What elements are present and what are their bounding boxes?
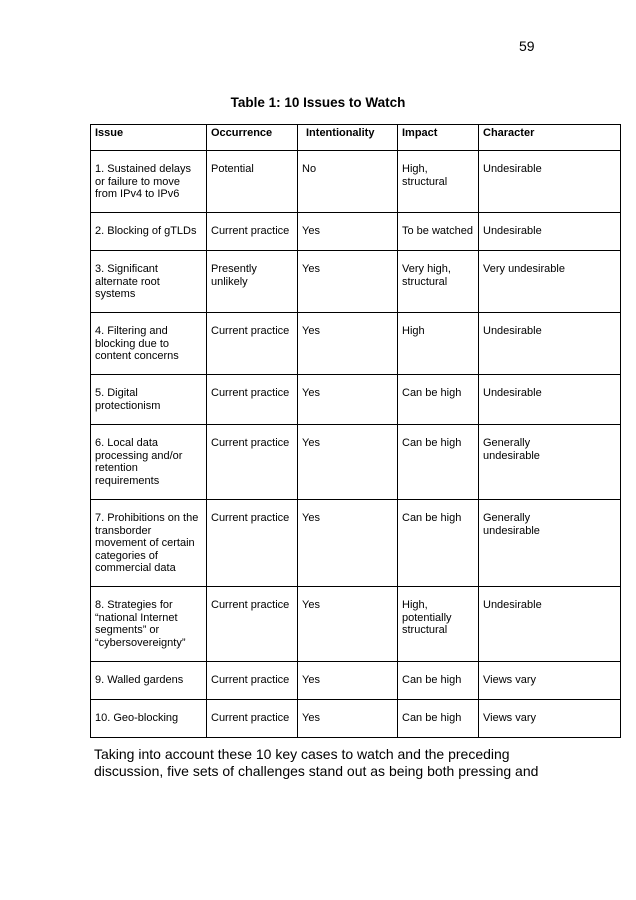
cell-impact bbox=[398, 151, 479, 213]
cell-line: Current practice bbox=[211, 387, 290, 399]
cell-line: High, bbox=[402, 163, 428, 175]
cell-line: potentially bbox=[402, 611, 452, 624]
cell-character bbox=[479, 213, 621, 251]
cell-line: “cybersovereignty” bbox=[95, 636, 186, 649]
cell-line: Very high, bbox=[402, 263, 451, 275]
cell-issue bbox=[91, 213, 207, 251]
cell-intentionality bbox=[298, 425, 398, 500]
cell-line: Views vary bbox=[483, 712, 536, 724]
cell-impact bbox=[398, 662, 479, 700]
cell-line: Presently bbox=[211, 263, 257, 275]
cell-issue bbox=[91, 375, 207, 425]
table-row bbox=[91, 151, 621, 213]
cell-line: 9. Walled gardens bbox=[95, 674, 184, 686]
cell-intentionality bbox=[298, 151, 398, 213]
cell-impact bbox=[398, 375, 479, 425]
cell-impact bbox=[398, 251, 479, 313]
cell-line: Undesirable bbox=[483, 163, 542, 175]
cell-line: categories of bbox=[95, 549, 158, 562]
cell-line: Can be high bbox=[402, 712, 462, 724]
cell-occurrence bbox=[207, 251, 298, 313]
table-header-row bbox=[91, 125, 621, 151]
cell-line: Very undesirable bbox=[483, 263, 565, 275]
table-title: Table 1: 10 Issues to Watch bbox=[230, 95, 406, 110]
table-row bbox=[91, 587, 621, 662]
cell-line: 10. Geo-blocking bbox=[95, 712, 179, 724]
cell-character bbox=[479, 500, 621, 587]
table-row bbox=[91, 213, 621, 251]
cell-intentionality bbox=[298, 500, 398, 587]
cell-line: from IPv4 to IPv6 bbox=[95, 188, 180, 200]
cell-line: content concerns bbox=[95, 350, 179, 362]
cell-character bbox=[479, 700, 621, 738]
header-issue: Issue bbox=[91, 125, 207, 151]
cell-line: protectionism bbox=[95, 399, 161, 412]
cell-occurrence bbox=[207, 375, 298, 425]
cell-character bbox=[479, 251, 621, 313]
cell-line: To be watched bbox=[402, 225, 473, 237]
cell-line: 4. Filtering and bbox=[95, 325, 168, 337]
cell-issue bbox=[91, 662, 207, 700]
cell-impact bbox=[398, 313, 479, 375]
cell-line: Undesirable bbox=[483, 599, 542, 611]
cell-line: Yes bbox=[302, 387, 320, 399]
cell-line: Current practice bbox=[211, 437, 290, 449]
table-row bbox=[91, 251, 621, 313]
cell-line: retention bbox=[95, 462, 138, 474]
cell-line: structural bbox=[402, 624, 448, 636]
cell-line: Current practice bbox=[211, 325, 290, 337]
cell-line: movement of certain bbox=[95, 537, 195, 549]
cell-issue bbox=[91, 251, 207, 313]
paragraph-line: Taking into account these 10 key cases to watch and the preceding bbox=[94, 746, 510, 762]
table-row bbox=[91, 375, 621, 425]
cell-line: unlikely bbox=[211, 275, 248, 288]
cell-line: requirements bbox=[95, 474, 160, 487]
cell-line: Can be high bbox=[402, 387, 462, 399]
cell-line: Yes bbox=[302, 437, 320, 449]
cell-line: structural bbox=[402, 275, 448, 288]
cell-intentionality bbox=[298, 700, 398, 738]
cell-line: 8. Strategies for bbox=[95, 599, 173, 611]
cell-line: Can be high bbox=[402, 674, 462, 686]
cell-occurrence bbox=[207, 500, 298, 587]
cell-line: 6. Local data bbox=[95, 437, 158, 449]
cell-character bbox=[479, 313, 621, 375]
cell-line: Can be high bbox=[402, 512, 462, 524]
cell-line: undesirable bbox=[483, 524, 540, 537]
cell-occurrence bbox=[207, 313, 298, 375]
cell-character bbox=[479, 587, 621, 662]
cell-line: Yes bbox=[302, 325, 320, 337]
cell-line: No bbox=[302, 163, 317, 175]
cell-impact bbox=[398, 500, 479, 587]
cell-line: Generally bbox=[483, 437, 531, 449]
cell-line: alternate root bbox=[95, 275, 160, 288]
cell-line: Can be high bbox=[402, 437, 462, 449]
cell-line: Undesirable bbox=[483, 225, 542, 237]
cell-intentionality bbox=[298, 251, 398, 313]
cell-impact bbox=[398, 213, 479, 251]
cell-occurrence bbox=[207, 425, 298, 500]
table-row bbox=[91, 313, 621, 375]
cell-line: 5. Digital bbox=[95, 387, 138, 399]
cell-line: or failure to move bbox=[95, 175, 180, 188]
cell-occurrence bbox=[207, 662, 298, 700]
paragraph-line: discussion, five sets of challenges stand out as being both pressing and bbox=[94, 763, 539, 779]
cell-line: systems bbox=[95, 288, 136, 300]
cell-intentionality bbox=[298, 662, 398, 700]
cell-line: 7. Prohibitions on the bbox=[95, 512, 199, 524]
cell-line: Current practice bbox=[211, 712, 290, 724]
cell-occurrence bbox=[207, 151, 298, 213]
cell-line: 1. Sustained delays bbox=[95, 163, 192, 175]
table-row bbox=[91, 500, 621, 587]
cell-line: segments” or bbox=[95, 624, 160, 636]
cell-impact bbox=[398, 700, 479, 738]
cell-line: Current practice bbox=[211, 599, 290, 611]
cell-line: structural bbox=[402, 175, 448, 188]
table-row bbox=[91, 662, 621, 700]
cell-line: Yes bbox=[302, 512, 320, 524]
cell-intentionality bbox=[298, 375, 398, 425]
table-body bbox=[91, 151, 621, 738]
cell-character bbox=[479, 662, 621, 700]
issues-table bbox=[90, 124, 621, 738]
cell-impact bbox=[398, 425, 479, 500]
cell-line: High bbox=[402, 325, 425, 337]
cell-line: Potential bbox=[211, 163, 254, 175]
header-character: Character bbox=[479, 125, 621, 151]
cell-character bbox=[479, 375, 621, 425]
cell-issue bbox=[91, 313, 207, 375]
table-row bbox=[91, 425, 621, 500]
cell-line: “national Internet bbox=[95, 611, 178, 624]
cell-line: Current practice bbox=[211, 225, 290, 237]
cell-issue bbox=[91, 151, 207, 213]
cell-line: 2. Blocking of gTLDs bbox=[95, 225, 197, 237]
cell-intentionality bbox=[298, 313, 398, 375]
cell-intentionality bbox=[298, 213, 398, 251]
cell-line: Yes bbox=[302, 674, 320, 686]
header-intentionality: Intentionality bbox=[298, 125, 398, 151]
cell-issue bbox=[91, 700, 207, 738]
cell-occurrence bbox=[207, 587, 298, 662]
cell-character bbox=[479, 151, 621, 213]
cell-line: Current practice bbox=[211, 512, 290, 524]
cell-line: transborder bbox=[95, 524, 152, 537]
cell-line: processing and/or bbox=[95, 449, 183, 462]
cell-line: undesirable bbox=[483, 449, 540, 462]
cell-character bbox=[479, 425, 621, 500]
page-number: 59 bbox=[519, 38, 535, 54]
header-impact: Impact bbox=[398, 125, 479, 151]
cell-line: Yes bbox=[302, 263, 320, 275]
cell-line: Undesirable bbox=[483, 387, 542, 399]
cell-line: Views vary bbox=[483, 674, 536, 686]
cell-issue bbox=[91, 500, 207, 587]
cell-line: 3. Significant bbox=[95, 263, 158, 275]
cell-issue bbox=[91, 587, 207, 662]
cell-line: Yes bbox=[302, 599, 320, 611]
body-paragraph bbox=[94, 746, 614, 780]
cell-occurrence bbox=[207, 700, 298, 738]
cell-line: Yes bbox=[302, 712, 320, 724]
cell-line: Yes bbox=[302, 225, 320, 237]
cell-impact bbox=[398, 587, 479, 662]
cell-line: blocking due to bbox=[95, 337, 169, 350]
cell-occurrence bbox=[207, 213, 298, 251]
cell-line: Current practice bbox=[211, 674, 290, 686]
header-occurrence: Occurrence bbox=[207, 125, 298, 151]
cell-line: commercial data bbox=[95, 562, 176, 574]
cell-line: Generally bbox=[483, 512, 531, 524]
cell-line: Undesirable bbox=[483, 325, 542, 337]
cell-intentionality bbox=[298, 587, 398, 662]
table-row bbox=[91, 700, 621, 738]
cell-line: High, bbox=[402, 599, 428, 611]
cell-issue bbox=[91, 425, 207, 500]
